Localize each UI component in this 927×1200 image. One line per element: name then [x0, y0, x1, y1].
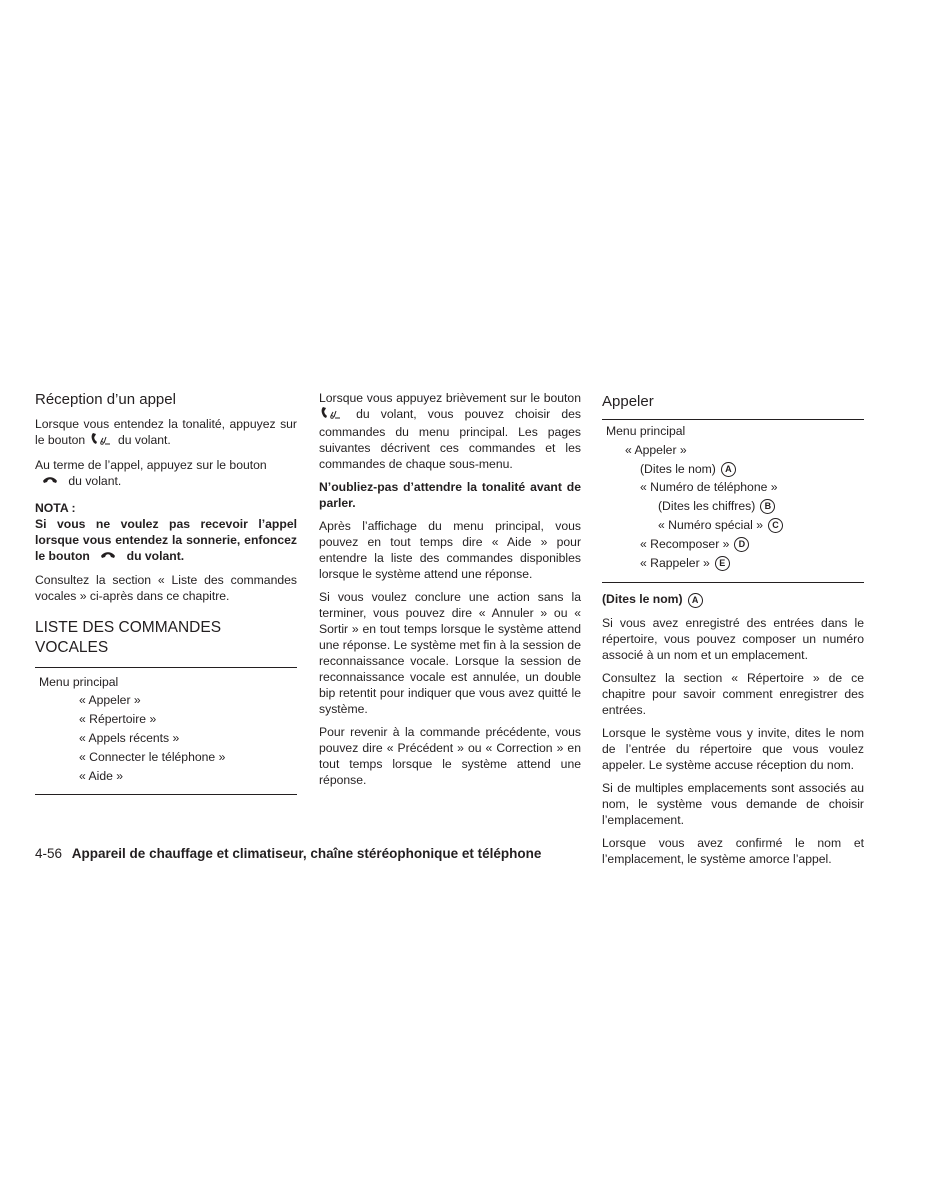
column-left: [35, 390, 297, 803]
label-d-badge: D: [734, 537, 749, 552]
menu-item: « Connecter le téléphone »: [79, 749, 226, 764]
paragraph-registered: Si vous avez enregistré des entrées dans le répertoire, vous pouvez composer un numéro associé à un nom et un emplacement.: [602, 615, 864, 662]
page-number: 4-56: [35, 846, 63, 861]
heading-appeler: Appeler: [602, 393, 654, 410]
menu-item: « Appeler »: [79, 693, 141, 708]
heading-reception: Réception d’un appel: [35, 391, 176, 408]
menu-title: Menu principal: [606, 424, 686, 438]
menu-item: « Appeler »: [625, 442, 687, 457]
heading-voice-commands: LISTE DES COMMANDES VOCALES: [35, 618, 222, 656]
paragraph-confirm: Lorsque vous avez confirmé le nom et l’emplacement, le système amorce l’appel.: [602, 835, 864, 866]
paragraph-locations: Si de multiples emplacements sont associés au nom, le système vous demande de choisir l’emplacement.: [602, 780, 864, 827]
paragraph-cancel: Si vous voulez conclure une action sans la terminer, vous pouvez dire « Annuler » ou « Sortir » en tout temps lorsque le système attend une réponse. Le système met fin à la session de reconnaissance vocale. Lorsque la session de reconnaissance vocale est annulée, un double bip retentit pour indiquer que vous avez quitté le système.: [319, 590, 581, 716]
menu-box-call: [602, 419, 864, 583]
paragraph-see-section: Consultez la section « Liste des commandes vocales » ci-après dans ce chapitre.: [35, 572, 297, 603]
page-footer: [35, 846, 541, 861]
paragraph-tone: Lorsque vous entendez la tonalité, appuyez sur le bouton du volant.: [35, 416, 297, 450]
column-middle: [319, 390, 581, 795]
menu-box-main: [35, 667, 297, 796]
menu-item: « Aide »: [79, 768, 124, 783]
menu-title: Menu principal: [39, 674, 119, 689]
paragraph-back: Pour revenir à la commande précédente, vous pouvez dire « Précédent » ou « Correction » en tout temps lorsque le système attend une réponse.: [319, 725, 581, 787]
hang-up-icon: [35, 474, 65, 490]
menu-item: « Recomposer » D: [606, 535, 864, 554]
chapter-title: Appareil de chauffage et climatiseur, chaîne stéréophonique et téléphone: [71, 846, 542, 861]
menu-item: « Répertoire »: [79, 712, 157, 727]
paragraph-short-press: Lorsque vous appuyez brièvement sur le bouton du volant, vous pouvez choisir des commandes du menu principal. Les pages suivantes décrivent ces commandes et les commandes de chaque sous-menu.: [319, 391, 581, 471]
paragraph-directory: Consultez la section « Répertoire » de ce chapitre pour savoir comment enregistrer des entrées.: [602, 670, 864, 717]
label-c-badge: C: [768, 518, 783, 533]
menu-item: « Rappeler » E: [606, 554, 864, 573]
label-b-badge: B: [760, 499, 775, 514]
paragraph-prompt: Lorsque le système vous y invite, dites le nom de l’entrée du répertoire que vous voulez appeler. Le système accuse réception du nom.: [602, 725, 864, 772]
label-a-badge: A: [721, 462, 736, 477]
bold-note: N’oubliez-pas d’attendre la tonalité avant de parler.: [319, 480, 581, 510]
hang-up-icon: [93, 549, 123, 565]
paragraph-end-call: Au terme de l’appel, appuyez sur le bouton du volant.: [35, 458, 267, 488]
talk-phone-icon: [319, 406, 345, 424]
menu-item: « Numéro spécial » C: [606, 516, 864, 535]
talk-phone-icon: [89, 432, 115, 450]
column-right: [602, 390, 864, 874]
menu-item: « Numéro de téléphone »: [640, 480, 778, 495]
nota-title: NOTA :: [35, 500, 76, 515]
nota-text: Si vous ne voulez pas recevoir l’appel lorsque vous entendez la sonnerie, enfoncez le bouton du volant.: [35, 516, 297, 563]
subheading-say-name: (Dites le nom) A: [602, 591, 864, 607]
paragraph-help: Après l’affichage du menu principal, vous pouvez en tout temps dire « Aide » pour entendre la liste des commandes disponibles lorsque le système attend une réponse.: [319, 519, 581, 581]
label-a-badge: A: [688, 593, 703, 608]
menu-item: (Dites les chiffres) B: [606, 497, 864, 516]
label-e-badge: E: [715, 556, 730, 571]
menu-item: « Appels récents »: [79, 730, 180, 745]
menu-item: (Dites le nom) A: [606, 460, 864, 479]
